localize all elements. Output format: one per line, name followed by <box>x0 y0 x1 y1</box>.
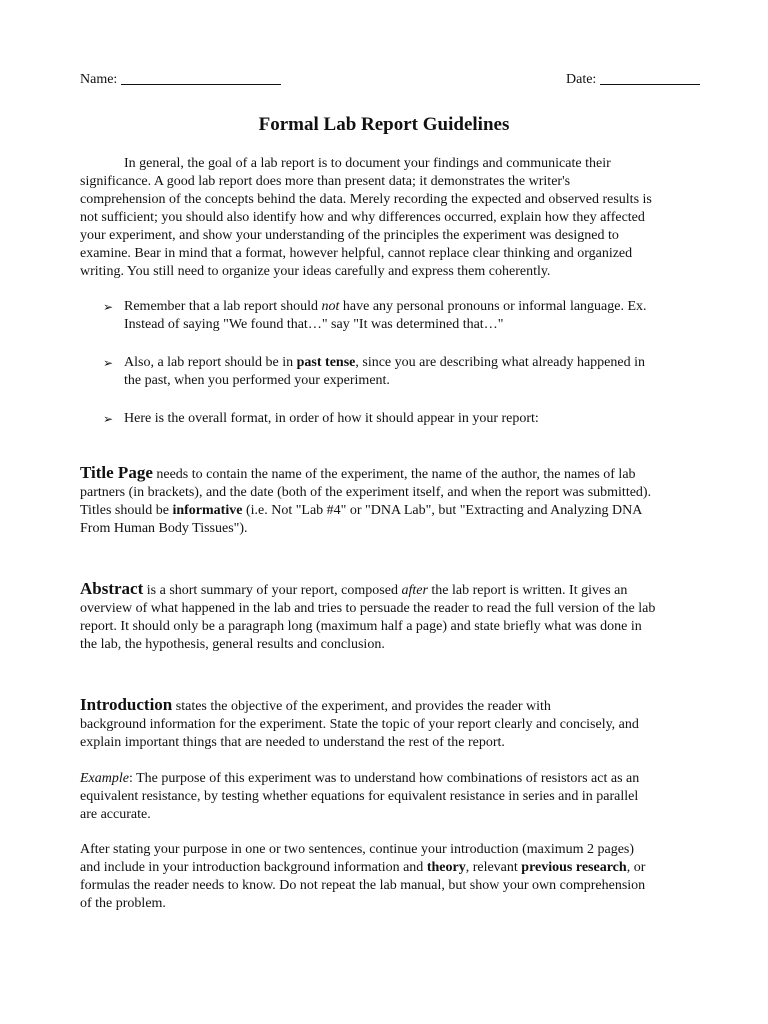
introduction-line-3: explain important things that are needed to understand the rest of the report. <box>80 735 505 750</box>
example-line-2: equivalent resistance, by testing whether equations for equivalent resistance in series and in parallel <box>80 789 639 804</box>
intro-line: examine. Bear in mind that a format, however helpful, cannot replace clear thinking and organized <box>80 246 633 261</box>
bullet-emphasis: not <box>321 299 340 314</box>
arrow-bullet-icon: ➢ <box>103 300 114 314</box>
section-bold: informative <box>172 503 243 518</box>
section-bold: previous research <box>521 860 627 875</box>
intro-line: writing. You still need to organize your ideas carefully and express them coherently. <box>80 264 551 279</box>
bullet-1-line-2: Instead of saying "We found that…" say "It was determined that…" <box>124 317 504 332</box>
date-label: Date: <box>566 72 597 87</box>
title-page-line-1 <box>80 464 636 484</box>
abstract-line-4: the lab, the hypothesis, general results and conclusion. <box>80 637 385 652</box>
title-page-line-3 <box>80 502 642 520</box>
section-text: and include in your introduction background information and <box>80 860 427 875</box>
introduction-line-1 <box>80 696 551 716</box>
introduction-heading: Introduction <box>80 695 173 714</box>
title-page-line-2: partners (in brackets), and the date (both of the experiment itself, and when the report was submitted). <box>80 485 652 500</box>
intro-line: significance. A good lab report does more than present data; it demonstrates the writer's <box>80 174 571 189</box>
section-text: (i.e. Not "Lab #4" or "DNA Lab", but "Extracting and Analyzing DNA <box>242 503 643 518</box>
example-line-3: are accurate. <box>80 807 151 822</box>
date-field <box>566 70 700 89</box>
bullet-text: have any personal pronouns or informal language. Ex. <box>339 299 647 314</box>
name-blank-line <box>121 70 281 85</box>
bullet-2-line-1 <box>124 354 645 372</box>
example-line-1 <box>80 770 639 788</box>
purpose-line-3: formulas the reader needs to know. Do not repeat the lab manual, but show your own comprehension <box>80 878 646 893</box>
purpose-line-4: of the problem. <box>80 896 166 911</box>
purpose-line-2 <box>80 859 645 877</box>
title-page-heading: Title Page <box>80 463 153 482</box>
section-emphasis: after <box>401 583 428 598</box>
abstract-line-1 <box>80 580 627 600</box>
bullet-1-line-1 <box>124 298 647 316</box>
bullet-2-line-2: the past, when you performed your experiment. <box>124 373 390 388</box>
purpose-line-1: After stating your purpose in one or two sentences, continue your introduction (maximum 2 pages) <box>80 842 635 857</box>
bullet-3-line-1: Here is the overall format, in order of how it should appear in your report: <box>124 411 539 426</box>
date-blank-line <box>600 70 700 85</box>
bullet-text: Remember that a lab report should <box>124 299 322 314</box>
section-bold: theory <box>426 860 466 875</box>
example-label: Example <box>80 771 129 786</box>
intro-line: your experiment, and show your understanding of the principles the experiment was designed to <box>80 228 619 243</box>
document-title: Formal Lab Report Guidelines <box>258 114 510 135</box>
section-text: is a short summary of your report, composed <box>143 583 402 598</box>
bullet-text: Also, a lab report should be in <box>124 355 297 370</box>
name-field <box>80 70 281 89</box>
arrow-bullet-icon: ➢ <box>103 412 114 426</box>
abstract-heading: Abstract <box>80 579 144 598</box>
section-text: Titles should be <box>80 503 173 518</box>
section-text: the lab report is written. It gives an <box>427 583 628 598</box>
title-page-line-4: From Human Body Tissues"). <box>80 521 248 536</box>
section-text: , relevant <box>465 860 522 875</box>
section-text: needs to contain the name of the experiment, the name of the author, the names of lab <box>152 467 636 482</box>
section-text: , or <box>626 860 646 875</box>
abstract-line-3: report. It should only be a paragraph long (maximum half a page) and state briefly what was done in <box>80 619 642 634</box>
intro-line: In general, the goal of a lab report is to document your findings and communicate their <box>124 156 611 171</box>
abstract-line-2: overview of what happened in the lab and tries to persuade the reader to read the full version of the lab <box>80 601 656 616</box>
introduction-line-2: background information for the experiment. State the topic of your report clearly and concisely, and <box>80 717 639 732</box>
intro-line: not sufficient; you should also identify how and why differences occurred, explain how they affected <box>80 210 645 225</box>
arrow-bullet-icon: ➢ <box>103 356 114 370</box>
bullet-text: , since you are describing what already happened in <box>355 355 645 370</box>
bullet-bold: past tense <box>296 355 356 370</box>
intro-line: comprehension of the concepts behind the data. Merely recording the expected and observed results is <box>80 192 652 207</box>
section-text: : The purpose of this experiment was to understand how combinations of resistors act as an <box>128 771 640 786</box>
section-text: states the objective of the experiment, and provides the reader with <box>172 699 551 714</box>
name-label: Name: <box>80 72 118 87</box>
